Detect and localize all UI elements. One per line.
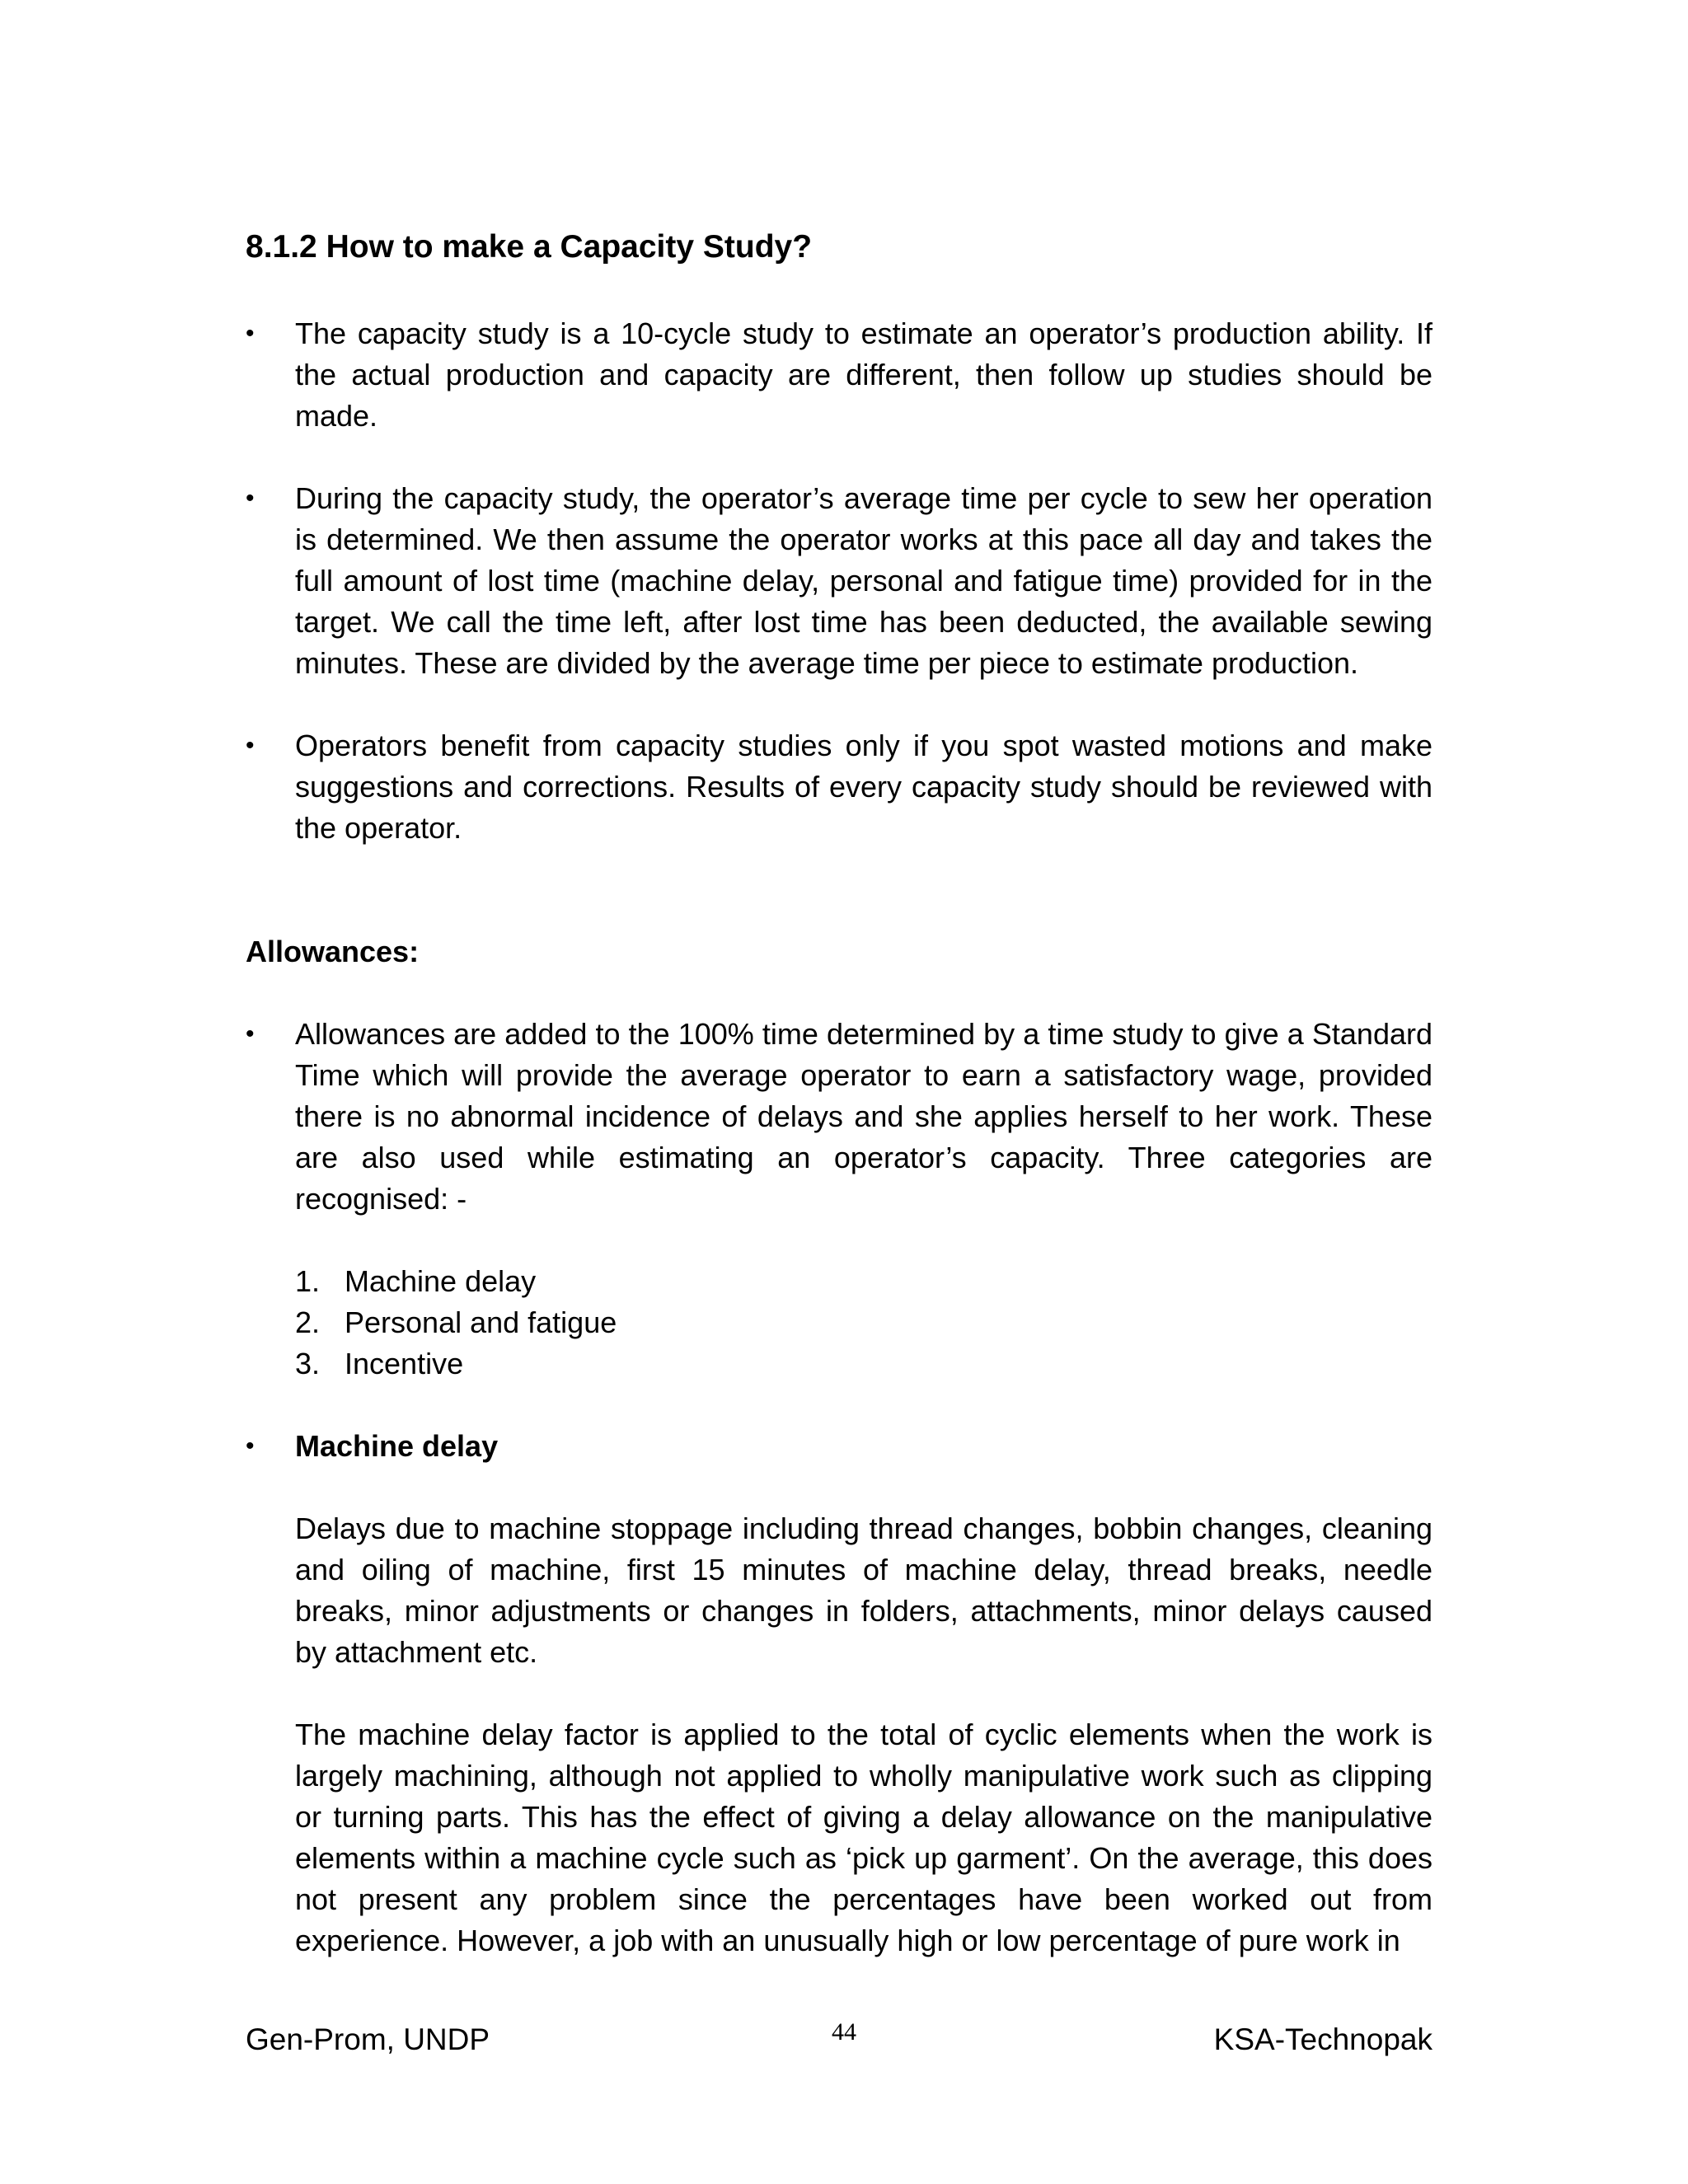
machine-delay-title: Machine delay: [295, 1429, 499, 1463]
bullet-icon: •: [246, 320, 255, 347]
list-number: 1.: [295, 1264, 321, 1298]
bullet-icon: •: [246, 1020, 255, 1047]
page-number: 44: [832, 2018, 856, 2046]
footer-left: Gen-Prom, UNDP: [246, 2022, 490, 2056]
bullet-icon: •: [246, 732, 255, 759]
bullet-item: [246, 1426, 1432, 1467]
allowance-categories-list: [295, 1261, 1432, 1385]
list-number: 2.: [295, 1305, 321, 1339]
list-label: Incentive: [345, 1347, 464, 1380]
bullet-item: [246, 313, 1432, 437]
bullet-text: Allowances are added to the 100% time determined by a time study to give a Standard Time which will provide the average operator to earn a satisfactory wage, provided there is no abnormal incidence of delays and she applies herself to her work. These are also used while estimating an operator’s capacity. Three categories are recognised: -: [295, 1017, 1432, 1216]
list-label: Machine delay: [345, 1264, 537, 1298]
machine-delay-paragraph-1: Delays due to machine stoppage including thread changes, bobbin changes, cleaning and oiling of machine, first 15 minutes of machine delay, thread breaks, needle breaks, minor adjustments or changes in folders, attachments, minor delays caused by attachment etc.: [295, 1511, 1432, 1669]
bullet-text: The capacity study is a 10-cycle study to estimate an operator’s production ability. If the actual production and capacity are different, then follow up studies should be made.: [295, 316, 1432, 433]
list-item: [295, 1261, 1432, 1302]
machine-delay-paragraph-2: The machine delay factor is applied to the total of cyclic elements when the work is largely machining, although not applied to wholly manipulative work such as clipping or turning parts. This has the effect of giving a delay allowance on the manipulative elements within a machine cycle such as ‘pick up garment’. On the average, this does not present any problem since the percentages have been worked out from experience. However, a job with an unusually high or low percentage of pure work in: [295, 1718, 1432, 1957]
list-number: 3.: [295, 1347, 321, 1380]
bullet-item: [246, 1014, 1432, 1220]
section-heading: 8.1.2 How to make a Capacity Study?: [246, 229, 813, 265]
bullet-text: Operators benefit from capacity studies only if you spot wasted motions and make suggestions and corrections. Results of every capacity study should be reviewed with the operator.: [295, 729, 1432, 845]
page-content: [246, 227, 1432, 2003]
bullet-item: [246, 478, 1432, 684]
list-item: [295, 1343, 1432, 1385]
allowances-heading: Allowances:: [246, 935, 420, 968]
bullet-item: [246, 725, 1432, 849]
list-label: Personal and fatigue: [345, 1305, 617, 1339]
bullet-icon: •: [246, 485, 255, 512]
bullet-icon: •: [246, 1432, 255, 1460]
footer-right: KSA-Technopak: [1213, 2022, 1432, 2056]
list-item: [295, 1302, 1432, 1343]
bullet-text: During the capacity study, the operator’s average time per cycle to sew her operation is determined. We then assume the operator works at this pace all day and takes the full amount of lost time (machine delay, personal and fatigue time) provided for in the target. We call the time left, after lost time has been deducted, the available sewing minutes. These are divided by the average time per piece to estimate production.: [295, 481, 1432, 680]
